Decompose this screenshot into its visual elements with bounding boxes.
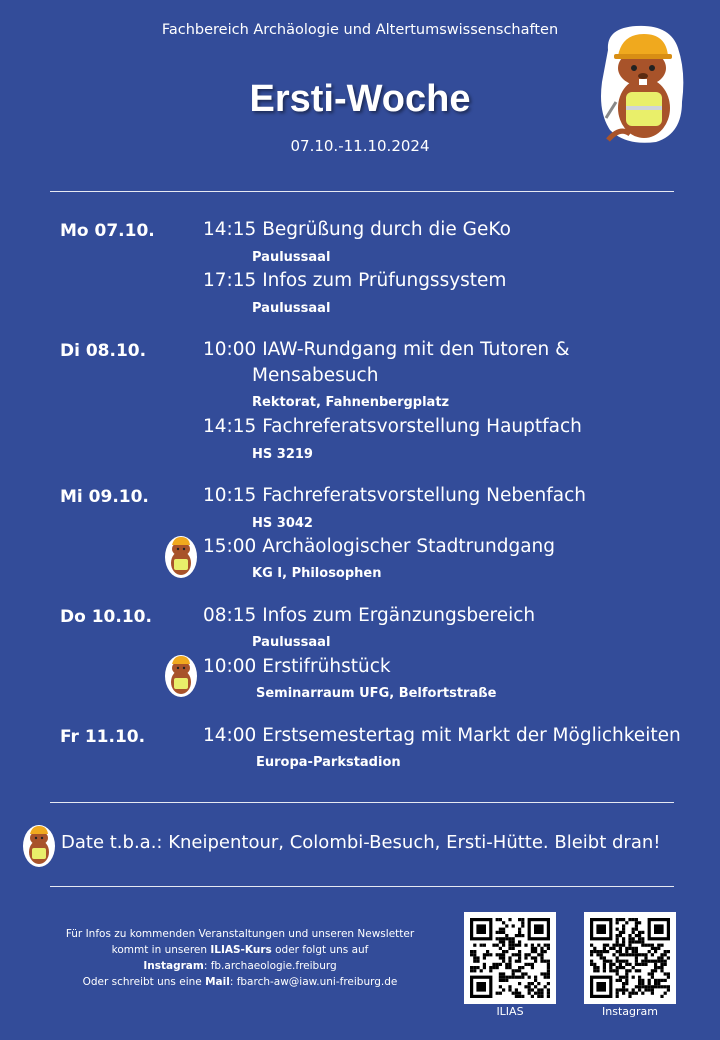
footer-text: kommt in unseren bbox=[111, 944, 211, 956]
footer-text: Oder schreibt uns eine bbox=[82, 976, 206, 988]
qr-label: Instagram bbox=[602, 1005, 658, 1018]
footer-text: oder folgt uns auf bbox=[271, 944, 369, 956]
event-location: Rektorat, Fahnenbergplatz bbox=[252, 395, 450, 410]
qr-code-ilias[interactable] bbox=[464, 912, 556, 1004]
event-location: Paulussaal bbox=[252, 301, 331, 316]
footer-line bbox=[40, 974, 440, 990]
qr-code-icon bbox=[464, 912, 556, 1004]
event-title-continuation: Mensabesuch bbox=[252, 365, 379, 386]
event-title: 10:00 IAW-Rundgang mit den Tutoren & bbox=[203, 339, 570, 360]
footer-line: Für Infos zu kommenden Veranstaltungen und unseren Newsletter bbox=[65, 928, 415, 940]
tba-note: Date t.b.a.: Kneipentour, Colombi-Besuch, Ersti-Hütte. Bleibt dran! bbox=[61, 832, 661, 853]
footer-info bbox=[40, 926, 440, 990]
event-location: Paulussaal bbox=[252, 635, 331, 650]
divider bbox=[50, 886, 674, 887]
event-title: 14:15 Fachreferatsvorstellung Hauptfach bbox=[203, 416, 582, 437]
event-location: Paulussaal bbox=[252, 250, 331, 265]
divider bbox=[50, 802, 674, 803]
beaver-sticker-icon bbox=[22, 822, 56, 868]
divider bbox=[50, 191, 674, 192]
day-label: Fr 11.10. bbox=[60, 727, 146, 747]
day-label: Di 08.10. bbox=[60, 341, 147, 361]
event-title: 08:15 Infos zum Ergänzungsbereich bbox=[203, 605, 536, 626]
event-dates: 07.10.-11.10.2024 bbox=[290, 137, 430, 155]
qr-code-instagram[interactable] bbox=[584, 912, 676, 1004]
beaver-sticker-icon bbox=[164, 652, 198, 698]
footer-line bbox=[40, 942, 440, 958]
footer-text: : fbarch-aw@iaw.uni-freiburg.de bbox=[229, 976, 398, 988]
event-title: 10:00 Erstifrühstück bbox=[203, 656, 391, 677]
mail-link[interactable]: Mail bbox=[205, 976, 230, 988]
event-location: HS 3219 bbox=[252, 447, 313, 462]
footer-text: : fb.archaeologie.freiburg bbox=[203, 960, 337, 972]
footer-line bbox=[40, 958, 440, 974]
day-label: Do 10.10. bbox=[60, 607, 152, 627]
event-title: 14:15 Begrüßung durch die GeKo bbox=[203, 219, 511, 240]
beaver-sticker-icon bbox=[164, 533, 198, 579]
event-location: Europa-Parkstadion bbox=[256, 755, 401, 770]
day-label: Mi 09.10. bbox=[60, 487, 149, 507]
qr-code-icon bbox=[584, 912, 676, 1004]
day-label: Mo 07.10. bbox=[60, 221, 155, 241]
event-location: Seminarraum UFG, Belfortstraße bbox=[256, 686, 497, 701]
beaver-mascot-icon bbox=[596, 22, 688, 146]
event-location: HS 3042 bbox=[252, 516, 313, 531]
qr-label: ILIAS bbox=[496, 1005, 524, 1018]
event-location: KG I, Philosophen bbox=[252, 566, 382, 581]
event-title: 17:15 Infos zum Prüfungssystem bbox=[203, 270, 507, 291]
event-title: 15:00 Archäologischer Stadtrundgang bbox=[203, 536, 556, 557]
instagram-link[interactable]: Instagram bbox=[143, 960, 204, 972]
ilias-link[interactable]: ILIAS-Kurs bbox=[210, 944, 272, 956]
department-name: Fachbereich Archäologie und Altertumswissenschaften bbox=[161, 22, 559, 38]
page-title: Ersti-Woche bbox=[249, 78, 471, 120]
event-title: 14:00 Erstsemestertag mit Markt der Möglichkeiten bbox=[203, 725, 681, 746]
event-title: 10:15 Fachreferatsvorstellung Nebenfach bbox=[203, 485, 586, 506]
